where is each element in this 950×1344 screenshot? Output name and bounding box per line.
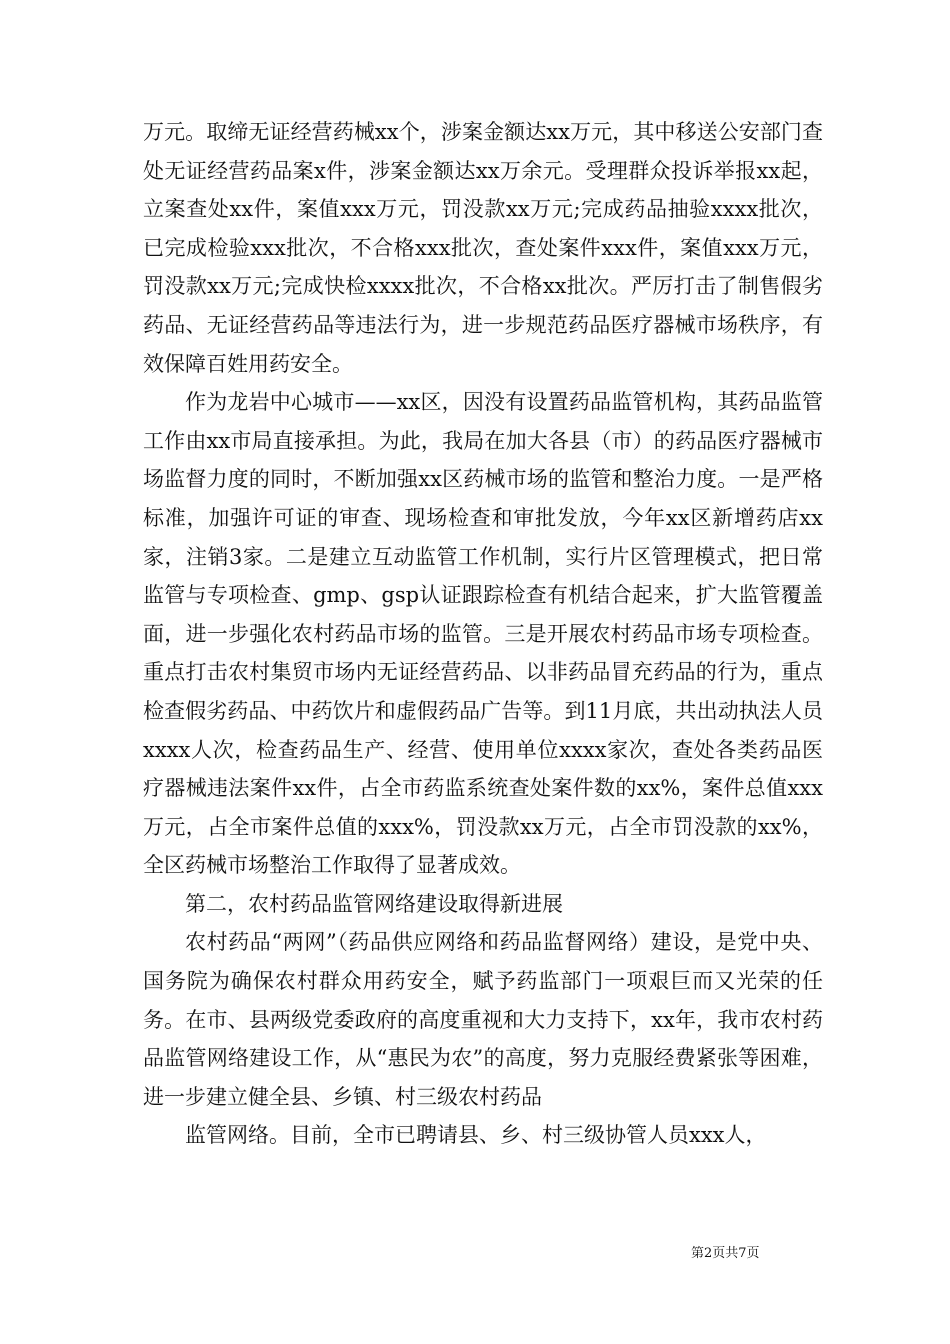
page-number: 第2页共7页 bbox=[691, 1246, 760, 1261]
paragraph-3: 农村药品“两网”（药品供应网络和药品监督网络）建设，是党中央、国务院为确保农村群众用药安全，赋予药监部门一项艰巨而又光荣的任务。在市、县两级党委政府的高度重视和大力支持下，xx年，我市农村药品监管网络建设工作，从“惠民为农”的高度，努力克服经费紧张等困难，进一步建立健全县、乡镇、村三级农村药品 bbox=[143, 930, 823, 1109]
paragraph-1: 万元。取缔无证经营药械xx个，涉案金额达xx万元，其中移送公安部门查处无证经营药品案x件，涉案金额达xx万余元。受理群众投诉举报xx起，立案查处xx件，案值xxx万元，罚没款xx万元;完成药品抽验xxxx批次，已完成检验xxx批次，不合格xxx批次，查处案件xxx件，案值xxx万元，罚没款xx万元;完成快检xxxx批次，不合格xx批次。严厉打击了制售假劣药品、无证经营药品等违法行为，进一步规范药品医疗器械市场秩序，有效保障百姓用药安全。 bbox=[143, 120, 823, 376]
paragraph-2: 作为龙岩中心城市——xx区，因没有设置药品监管机构，其药品监管工作由xx市局直接承担。为此，我局在加大各县（市）的药品医疗器械市场监督力度的同时，不断加强xx区药械市场的监管和整治力度。一是严格标准，加强许可证的审查、现场检查和审批发放，今年xx区新增药店xx家，注销3家。二是建立互动监管工作机制，实行片区管理模式，把日常监管与专项检查、gmp、gsp认证跟踪检查有机结合起来，扩大监管覆盖面，进一步强化农村药品市场的监管。三是开展农村药品市场专项检查。重点打击农村集贸市场内无证经营药品、以非药品冒充药品的行为，重点检查假劣药品、中药饮片和虚假药品广告等。到11月底，共出动执法人员xxxx人次，检查药品生产、经营、使用单位xxxx家次，查处各类药品医疗器械违法案件xx件，占全市药监系统查处案件数的xx%，案件总值xxx万元，占全市案件总值的xxx%，罚没款xx万元，占全市罚没款的xx%，全区药械市场整治工作取得了显著成效。 bbox=[143, 390, 823, 878]
section-heading: 第二，农村药品监管网络建设取得新进展 bbox=[185, 891, 563, 916]
paragraph-4: 监管网络。目前，全市已聘请县、乡、村三级协管人员xxx人， bbox=[185, 1123, 767, 1148]
document-body bbox=[143, 113, 823, 1155]
